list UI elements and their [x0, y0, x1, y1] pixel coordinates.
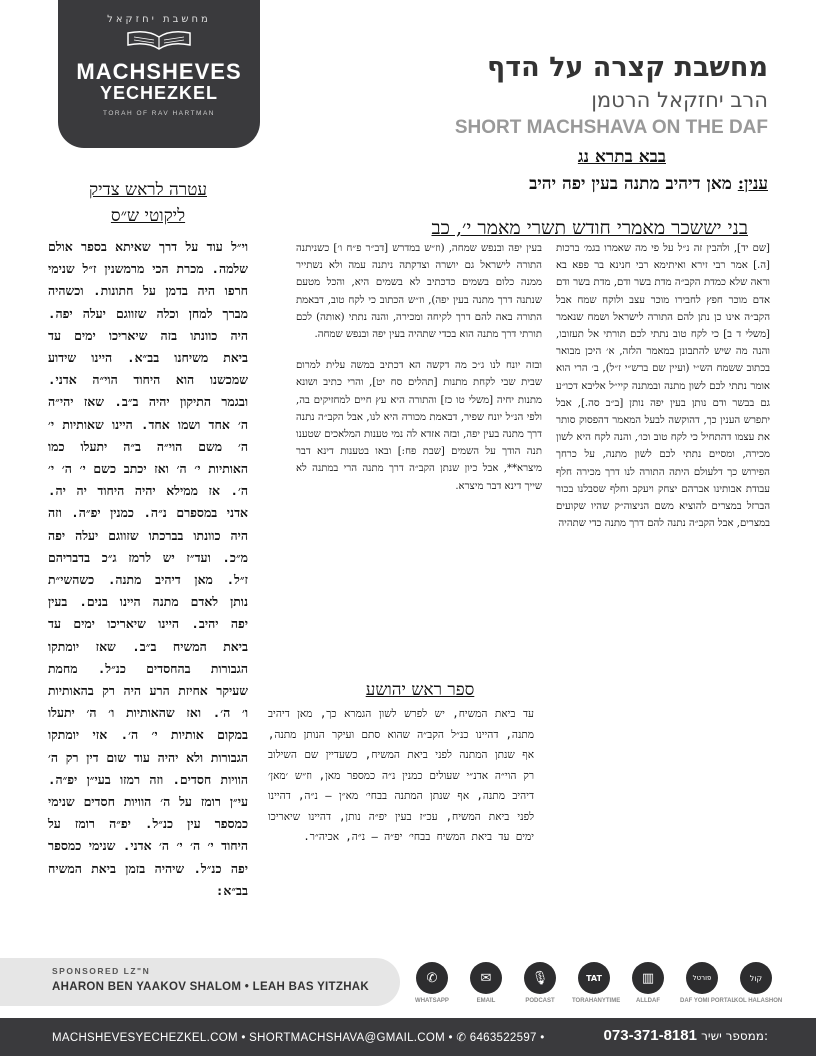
sponsored-names: AHARON BEN YAAKOV SHALOM • LEAH BAS YITZHAK [52, 981, 370, 993]
alldaf-icon: ▥ [632, 962, 664, 994]
middle-paragraph-1: בעין יפה ובנפש שמחה, (וז״ש במדרש [דב״ר פ״ח ו׳] כשניתנה התורה לישראל גם יושרה וצדקתה ניתנה עמה ולא נשתייר ממנה כלום בשמים כדכתיב לא בשמים היא, והכל מטעם שנתנה דרך מתנה בעין יפה), וז״ש הכתוב כי לקח טוב, דבאמת התורה באה להם דרך לקיחה ומכירה, והנה נתתי (אותה) לכם תורתי דרך מתנה הוא בכדי שתהיה בעין יפה ובנפש שמחה. [296, 243, 542, 341]
phone-line[interactable] [604, 1027, 768, 1044]
icon-label: TORAHANYTIME [572, 998, 621, 1004]
topic-label: ענין: [737, 174, 768, 194]
ateres-title: עטרה לראש צדיק [88, 180, 207, 200]
likutei-shas-title: ליקוטי ש״ס [110, 206, 186, 226]
social-icons [410, 962, 783, 1004]
daf-yomi-portal-icon: פורטל [686, 962, 718, 994]
icon-whatsapp[interactable] [410, 962, 454, 1004]
icon-podcast[interactable] [518, 962, 562, 1004]
phone-number: 073-371-8181 [603, 1027, 697, 1044]
icon-label: ALLDAF [636, 998, 660, 1004]
phone-label: ממספר ישיר: [701, 1029, 768, 1043]
topic-text: מאן דיהיב מתנה בעין יפה יהיב [529, 174, 732, 194]
logo-tagline: TORAH OF RAV HARTMAN [103, 110, 215, 117]
kol-halashon-icon: קול [740, 962, 772, 994]
daf-reference: בבא בתרא נג [577, 147, 666, 167]
icon-email[interactable] [464, 962, 508, 1004]
right-column-text [556, 240, 770, 532]
icon-label: EMAIL [476, 998, 496, 1004]
logo-hebrew: מחשבת יחזקאל [107, 14, 211, 25]
whatsapp-icon: ✆ [416, 962, 448, 994]
contact-info[interactable]: MACHSHEVESYECHEZKEL.COM • SHORTMACHSHAVA@GMAIL.COM • ✆ 6463522597 • [52, 1032, 545, 1044]
author-name: הרב יחזקאל הרטמן [591, 88, 768, 112]
page-title: מחשבת קצרה על הדף [487, 52, 768, 83]
icon-kol-halashon[interactable] [734, 962, 783, 1004]
email-icon: ✉ [470, 962, 502, 994]
topic-line [529, 174, 768, 194]
icon-label: KOL HALASHON [734, 998, 783, 1004]
sponsored-label: SPONSORED LZ"N [52, 966, 151, 976]
source-title: בני יששכר מאמרי חודש תשרי מאמר י׳, כב [431, 217, 748, 239]
left-paragraph: וי״ל עוד על דרך שאיתא בספר אולם שלמה. מכרת הכי מרמשנין ז״ל שנימי חרפו היה בדמן על חתונות. וכשהיה מברך למחן וכלה שזווגם יעלה יפה. היה כוונתו בזה שיאריכו ימים עד ביאת משיחנו בב״א. היינו שידוע שמכשנו הוא היחוד הוי״ה אדני. ובגמר התיקון יהיה ב״ב. שאז יהי״ה ה׳ אחד ושמו אחד. היינו שאותיות י׳ ה׳ משם הוי״ה ב״ה יתעלו כמו האותיות י׳ ה׳ ואז יכתב כשם י׳ ה׳ י׳ ה׳. אז ממילא יהיה היחוד יה יה. אדני במספרם נ״ה. כמנין יפ״ה. וזה היה כוונתו בברכתו שזווגם יעלה יפה מ״כ. ועד״ז יש לרמז ג״כ בדבריהם ז״ל. מאן דיהיב מתנה. כשהשי״ת נותן לאדם מתנה היינו בנים. בעין יפה יהיב. היינו שיאריכו ימים עד ביאת המשיח ב״ב. שאז יומתקו הגבורות בהחסדים כנ״ל. מחמת שעיקר אחיזת הרע היה רק בהאותיות ו׳ ה׳. ואז שהאותיות ו׳ ה׳ יתעלו במקום אותיות י׳ ה׳. אזי יומתקו הגבורות ולא יהיה עוד שום דין רק ה׳ הוויות חסדים. וזה רמזו בעי״ן יפ״ה. עי״ן רומז על ה׳ הוויות חסדים שנימי כמספר עין כנ״ל. יפ״ה רומז על היחוד י׳ ה׳ י׳ ה׳ אדני. שנימי כמספר יפה כנ״ל. שיהיה בזמן ביאת המשיח בב״א: [48, 239, 248, 898]
open-book-icon [124, 29, 194, 51]
icon-daf-yomi-portal[interactable] [680, 962, 736, 1004]
left-column-text [48, 236, 248, 902]
english-title: SHORT MACHSHAVA ON THE DAF [454, 117, 768, 138]
contact-bar [0, 1018, 816, 1056]
rosh-yehoshua-title: ספר ראש יהושע [365, 680, 475, 700]
logo-line2: YECHEZKEL [99, 83, 218, 103]
icon-torahanytime[interactable] [572, 962, 621, 1004]
middle-column-text [296, 240, 542, 495]
rosh-yehoshua-text [268, 704, 534, 848]
icon-alldaf[interactable] [626, 962, 670, 1004]
podcast-icon: 🎙 [524, 962, 556, 994]
rosh-yehoshua-paragraph: עד ביאת המשיח, יש לפרש לשון הגמרא כך, מאן דיהיב מתנה, דהיינו כנ״ל הקב״ה שהוא סתם ועיקר הנותן מתנה, אף שנתן המתנה לפני ביאת המשיח, כשעדיין שם השילוב רק הוי״ה אדנ״י שעולים כמנין נ״ה כמספר מאן, וז״ש ׳מאן׳ דיהיב מתנה, אף שנתן המתנה בבחי׳ מא״ן — נ״ה, דהיינו לפני ביאת המשיח, עכ״ז בעין יפ״ה נותן, דהיינו שיאריכו ימים עד ביאת המשיח בבחי׳ יפ״ה — נ״ה, אכיה״ר. [268, 708, 534, 843]
middle-paragraph-2: ובזה יונח לנו ג״כ מה דקשה הא דכתיב במשה עלית למרום שבית שבי לקחת מתנות [תהלים סח יט], והרי כתיב ושונא מתנות יחיה [משלי טו כז] והתורה היא עץ חיים למחזיקים בה, ולפי הנ״ל יונח שפיר, דבאמת מכורה היא לנו, אבל הקב״ה נתנה דרך מתנה בעין יפה, ובזה אזדא לה נמי טענות המלאכים שטענו תנה הודך על השמים [שבת פח:] ובאו בטענות דינא דבר מיצרא**, אבל כיון שנתן הקב״ה דרך מתנה הרי במתנה לא שייך דינא דבר מיצרא. [296, 360, 542, 492]
right-paragraph: [שם יד], ולהבין זה נ״ל על פי מה שאמרו בגמ׳ ברכות [ה.] אמר רבי זירא ואיתימא רבי חנינא בר פפא בא וראה שלא כמדת הקב״ה מדת בשר ודם, מדת בשר ודם אדם מוכר חפץ לחבירו מוכר עצב ולוקח שמח אבל הקב״ה אינו כן נתן להם התורה לישראל ושמח שנאמר [משלי ד ב] כי לקח טוב נתתי לכם תורתי אל תעזובו, והנה מה שיש להתבונן במאמר הלזה, א׳ היכן מבואר בכתוב ששמח הש״י (ועיין שם ברש״י ז״ל), ב׳ הרי הוא אומר נתתי לכם לשון מתנה ובמתנה קיי״ל אליבא דכו״ע גם בבשר ודם נותן בעין יפה נותן [ב״ב סה.], אבל יתפרש הענין כך, דהוקשה לבעל המאמר דהפסוק סותר את עצמו דהתחיל כי לקח טוב וכו׳, והנה לקח היא לשון מכירה, ומסיים נתתי לכם לשון מתנה, על כרחך הפירוש כך דלעולם היתה התורה לנו דרך מכירה חלף עבודת אבותינו אברהם יצחק ויעקב וחלף שסבלנו בכור הברזל במצרים להוציא משם הניצוה״ק שהיו שקועים במצרים, אבל הקב״ה נתנה להם דרך מתנה כדי שתהיה [556, 243, 770, 530]
torahanytime-icon: TAT [578, 962, 610, 994]
logo-line1: MACHSHEVES [76, 59, 242, 84]
icon-label: DAF YOMI PORTAL [680, 998, 736, 1004]
icon-label: WHATSAPP [415, 998, 449, 1004]
icon-label: PODCAST [525, 998, 555, 1004]
logo [58, 0, 260, 148]
